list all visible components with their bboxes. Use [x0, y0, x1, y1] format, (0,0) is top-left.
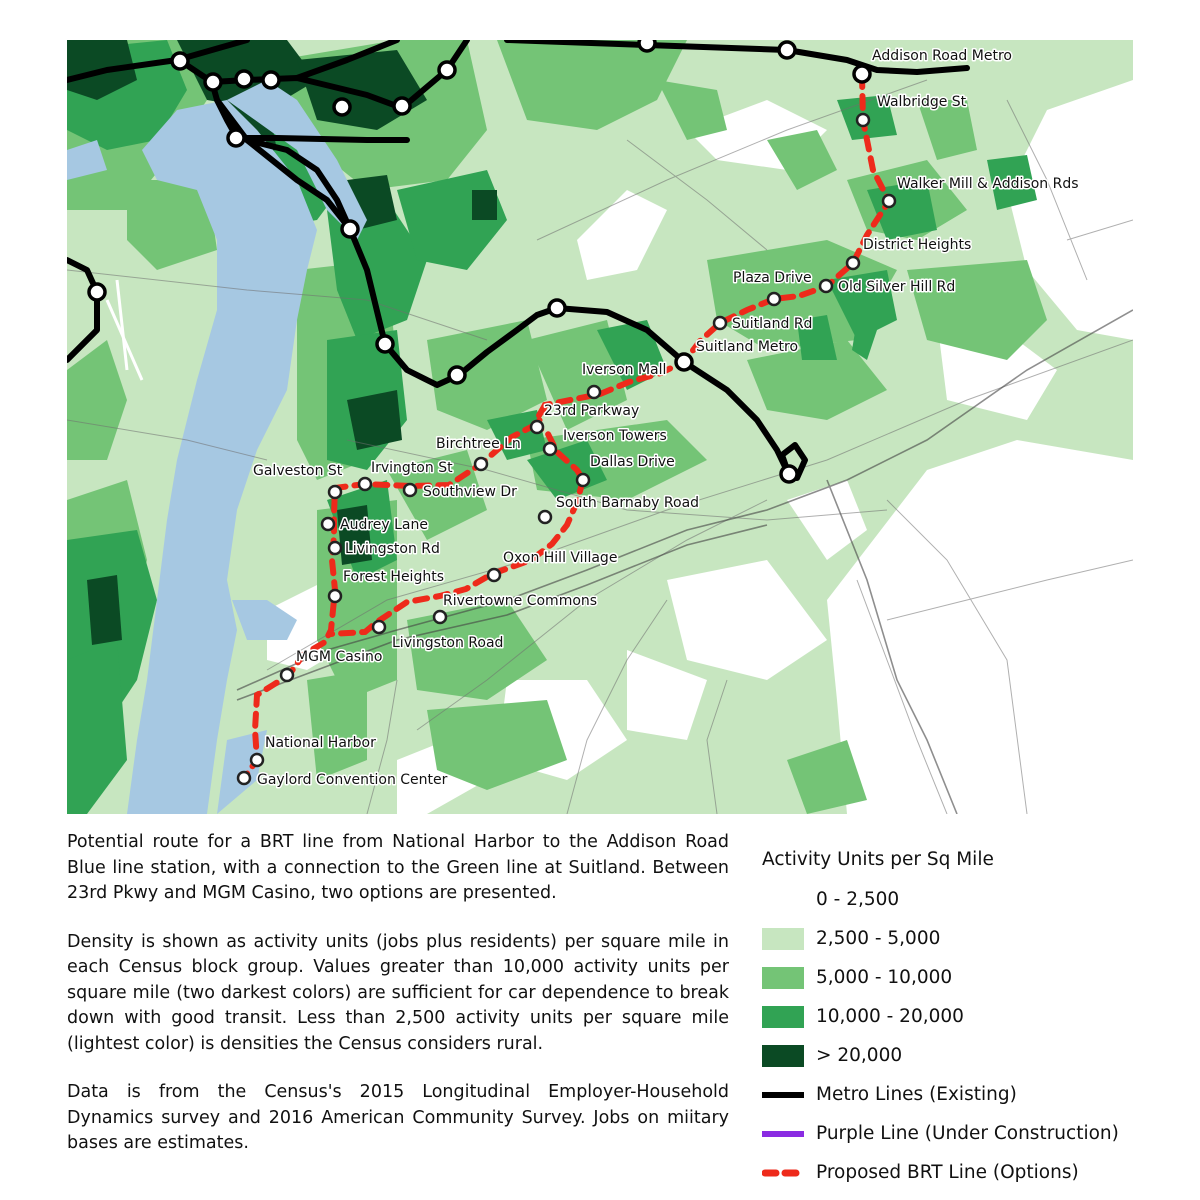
stop-label-iverson-mall: Iverson Mall [582, 362, 667, 378]
stop-label-district-heights: District Heights [863, 237, 972, 253]
stop-label-23rd-parkway: 23rd Parkway [544, 403, 640, 419]
caption-density-description: Density is shown as activity units (jobs plus residents) per square mile in each Census block group. Values greater than 10,000 activity units per square mile (two darkest colors) are sufficient for car dependence to break down with good transit. Less than 2,500 activity units per square mile (lightest color) is densities the Census considers rural. [67, 931, 729, 1054]
caption-route-description: Potential route for a BRT line from National Harbor to the Addison Road Blue line station, with a connection to the Green line at Suitland. Between 23rd Pkwy and MGM Casino, two options are presented. [67, 832, 729, 903]
legend-swatch [762, 1045, 804, 1067]
stop-label-irvington-st: Irvington St [371, 460, 453, 476]
legend-swatch [762, 1006, 804, 1028]
purple-line-swatch [762, 1131, 804, 1137]
stop-label-walbridge-st: Walbridge St [877, 94, 967, 110]
legend-item-density-0 [762, 880, 1182, 919]
legend-swatch [762, 928, 804, 950]
stop-label-birchtree-ln: Birchtree Ln [436, 436, 521, 452]
stop-label-forest-heights: Forest Heights [343, 569, 444, 585]
stop-label-livingston-road: Livingston Road [392, 635, 504, 651]
legend-label: Metro Lines (Existing) [816, 1084, 1017, 1105]
legend-item-density-1 [762, 919, 1182, 958]
stop-label-national-harbor: National Harbor [265, 735, 376, 751]
legend-title: Activity Units per Sq Mile [762, 849, 994, 870]
legend-item-density-2 [762, 958, 1182, 997]
stop-label-livingston-rd: Livingston Rd [345, 541, 440, 557]
stop-label-dallas-drive: Dallas Drive [590, 454, 675, 470]
legend-label: Purple Line (Under Construction) [816, 1123, 1119, 1144]
legend-label: 5,000 - 10,000 [816, 967, 953, 988]
stop-label-mgm-casino: MGM Casino [296, 649, 383, 665]
stop-label-audrey-lane: Audrey Lane [340, 517, 428, 533]
map-caption [67, 830, 729, 1180]
legend-line-symbol [762, 1123, 804, 1145]
legend-line-symbol [762, 1084, 804, 1106]
density-map [67, 40, 1133, 814]
stop-label-suitland-rd: Suitland Rd [732, 316, 813, 332]
stop-label-suitland-metro: Suitland Metro [696, 339, 799, 355]
map-canvas [67, 40, 1133, 814]
legend-item-brt-line [762, 1153, 1182, 1192]
legend-item-density-3 [762, 997, 1182, 1036]
caption-data-source: Data is from the Census's 2015 Longitudinal Employer-Household Dynamics survey and 2016 American Community Survey. Jobs on miitary bases are estimates. [67, 1082, 729, 1153]
legend-item-metro-lines [762, 1075, 1182, 1114]
stop-label-galveston-st: Galveston St [253, 463, 343, 479]
legend-item-purple-line [762, 1114, 1182, 1153]
metro-line-swatch [762, 1092, 804, 1098]
legend-line-symbol [762, 1162, 804, 1184]
legend-label: 2,500 - 5,000 [816, 928, 941, 949]
stop-label-oxon-hill-village: Oxon Hill Village [503, 550, 618, 566]
stop-label-southview-dr: Southview Dr [423, 484, 517, 500]
stop-label-iverson-towers: Iverson Towers [563, 428, 667, 444]
legend-label: 10,000 - 20,000 [816, 1006, 964, 1027]
legend-swatch [762, 967, 804, 989]
legend-item-density-4 [762, 1036, 1182, 1075]
map-legend [762, 846, 1182, 1192]
brt-line-swatch [762, 1162, 804, 1184]
legend-label: Proposed BRT Line (Options) [816, 1162, 1079, 1183]
legend-swatch [762, 889, 804, 911]
stop-label-south-barnaby: South Barnaby Road [556, 495, 700, 511]
stop-label-gaylord: Gaylord Convention Center [257, 772, 448, 788]
stop-label-plaza-drive: Plaza Drive [733, 270, 812, 286]
stop-label-rivertowne-commons: Rivertowne Commons [443, 593, 598, 609]
stop-label-walker-mill: Walker Mill & Addison Rds [897, 176, 1079, 192]
legend-label: 0 - 2,500 [816, 889, 900, 910]
stop-label-old-silver-hill: Old Silver Hill Rd [838, 279, 956, 295]
stop-label-addison-road-metro: Addison Road Metro [872, 48, 1012, 64]
legend-label: > 20,000 [816, 1045, 903, 1066]
